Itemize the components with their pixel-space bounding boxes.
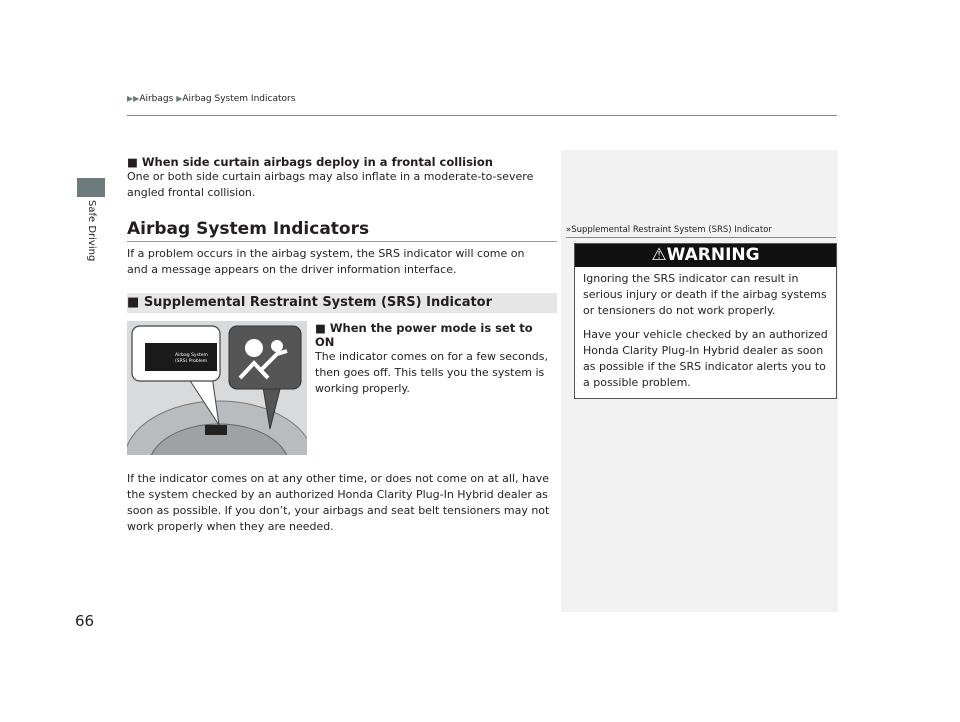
title-divider (127, 241, 557, 242)
illustration-message: Airbag System (SRS) Problem (175, 353, 208, 364)
breadcrumb-arrow-icon: ▶▶ (127, 94, 140, 103)
power-mode-heading: ■ When the power mode is set to ON (315, 321, 533, 349)
warning-text-1: Ignoring the SRS indicator can result in serious injury or death if the airbag systems or tensioners do not work properly. (583, 272, 827, 317)
breadcrumb (127, 94, 295, 104)
warning-box (574, 243, 837, 399)
power-mode-body: The indicator comes on for a few seconds, then goes off. This tells you the system is working properly. (315, 350, 549, 395)
chapter-tab-marker (77, 178, 105, 197)
subsection-heading: ■ Supplemental Restraint System (SRS) Indicator (127, 293, 557, 313)
warning-triangle-icon: ⚠ (651, 245, 667, 265)
section-title: Airbag System Indicators (127, 219, 370, 239)
breadcrumb-arrow-icon: ▶ (176, 94, 183, 103)
reference-icon: » (566, 225, 572, 235)
warning-text-2: Have your vehicle checked by an authorized Honda Clarity Plug-In Hybrid dealer as soon as possible if the SRS indicator alerts you to a possible problem. (583, 328, 828, 389)
side-note-divider (566, 237, 836, 238)
section-body: If a problem occurs in the airbag system, the SRS indicator will come on and a message appears on the driver information interface. (127, 247, 525, 276)
srs-indicator-illustration (127, 321, 307, 455)
page-number: 66 (75, 612, 95, 630)
chapter-label: Safe Driving (86, 200, 97, 262)
side-note-header: »Supplemental Restraint System (SRS) Indicator (566, 225, 772, 235)
section-footer-body: If the indicator comes on at any other time, or does not come on at all, have the system checked by an authorized Honda Clarity Plug-In Hybrid dealer as soon as possible. If you don’t, your airbags and seat belt tensioners may not work properly when they are needed. (127, 472, 550, 533)
breadcrumb-current: Airbag System Indicators (182, 94, 296, 104)
header-divider (127, 115, 837, 116)
intro-body: One or both side curtain airbags may also inflate in a moderate-to-severe angled frontal collision. (127, 170, 534, 199)
intro-heading: ■ When side curtain airbags deploy in a frontal collision (127, 155, 493, 169)
breadcrumb-airbags[interactable]: Airbags (139, 94, 174, 104)
warning-header: ⚠WARNING (575, 244, 836, 267)
